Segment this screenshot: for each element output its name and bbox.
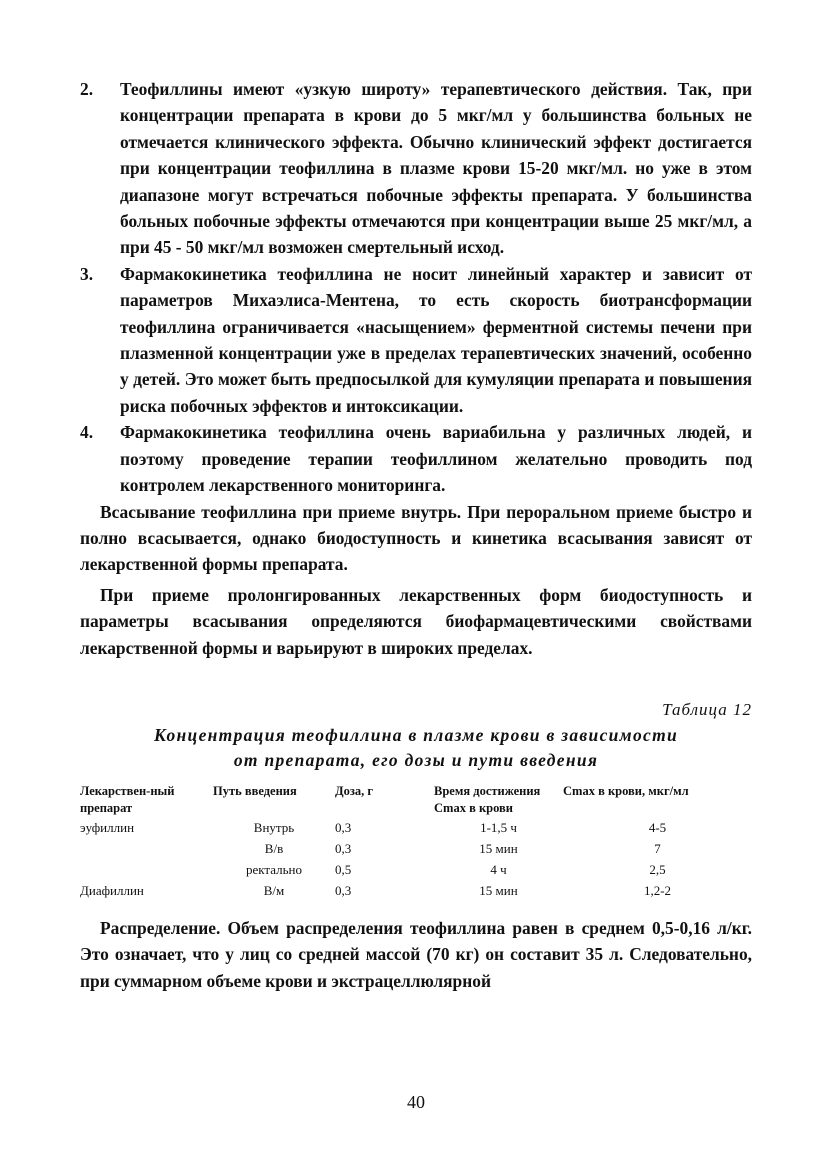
concentration-table (80, 783, 752, 901)
header-dose: Доза, г (335, 783, 374, 798)
cell-dose: 0,3 (335, 840, 352, 856)
cell-cmax: 7 (654, 840, 661, 856)
cell-time: 4 ч (490, 861, 507, 877)
list-item-text: Фармакокинетика теофиллина не носит линейный характер и зависит от параметров Михаэлиса-Ментена, то есть скорость биотрансформации теофиллина ограничивается «насыщением» ферментной системы печени при плазменной концентрации уже в пределах терапевтических значений, особенно у детей. Это может быть предпосылкой для кумуляции препарата и повышения риска побочных эффектов и интоксикации. (120, 263, 752, 416)
header-cmax: Cmax в крови, мкг/мл (563, 783, 689, 798)
header-drug: Лекарствен-ный препарат (80, 783, 175, 815)
cell-route: В/м (263, 882, 285, 898)
list-item-number: 2. (80, 79, 94, 99)
table-header-row (80, 783, 752, 817)
cell-cmax: 4-5 (648, 819, 667, 835)
header-route: Путь введения (213, 783, 297, 798)
list-item-text: Фармакокинетика теофиллина очень вариабильна у различных людей, и поэтому проведение терапии теофиллином желательно проводить под контролем лекарственного мониторинга. (120, 422, 752, 496)
table-row (80, 859, 752, 880)
cell-route: В/в (264, 840, 284, 856)
list-item-number: 3. (80, 263, 94, 284)
cell-drug (80, 859, 213, 880)
prolonged-forms-paragraph: При приеме пролонгированных лекарственных форм биодоступность и параметры всасывания определяются биофармацевтическими свойствами лекарственной формы и варьируют в широких пределах. (80, 584, 752, 658)
list-item-text: Теофиллины имеют «узкую широту» терапевтического действия. Так, при концентрации препарата в крови до 5 мкг/мл у большинства больных не отмечается клинического эффекта. Обычно клинический эффект достигается при концентрации теофиллина в плазме крови 15-20 мкг/мл. но уже в этом диапазоне могут встречаться побочные эффекты препарата. У большинства больных побочные эффекты отмечаются при концентрации выше 25 мкг/мл, а при 45 - 50 мкг/мл возможен смертельный исход. (120, 79, 752, 258)
table-row (80, 817, 752, 838)
cell-dose: 0,3 (335, 819, 352, 835)
cell-cmax: 2,5 (649, 861, 666, 877)
cell-dose: 0,3 (335, 882, 352, 898)
cell-time: 1-1,5 ч (480, 819, 517, 835)
table-row (80, 880, 752, 901)
list-item (80, 261, 752, 419)
page-content (80, 76, 752, 994)
cell-time: 15 мин (479, 882, 518, 898)
cell-drug (80, 838, 213, 859)
header-time: Время достижения Cmax в крови (434, 783, 541, 815)
distribution-paragraph: Распределение. Объем распределения теофиллина равен в среднем 0,5-0,16 л/кг. Это означает, что у лиц со средней массой (70 кг) он составит 35 л. Следовательно, при суммарном объеме крови и экстрацеллюлярной (80, 917, 752, 991)
table-title-line: от препарата, его дозы и пути введения (233, 749, 599, 770)
table-title-line: Концентрация теофиллина в плазме крови в зависимости (153, 724, 679, 745)
cell-cmax: 1,2-2 (643, 882, 672, 898)
cell-route: ректально (245, 861, 302, 877)
absorption-paragraph: Всасывание теофиллина при приеме внутрь. При пероральном приеме быстро и полно всасывается, однако биодоступность и кинетика всасывания зависят от лекарственной формы препарата. (80, 501, 752, 575)
table-title (80, 723, 752, 773)
cell-route: Внутрь (253, 819, 295, 835)
list-item (80, 76, 752, 261)
list-item (80, 419, 752, 498)
cell-drug: эуфиллин (80, 819, 135, 835)
list-item-number: 4. (80, 422, 94, 443)
cell-time: 15 мин (479, 840, 518, 856)
numbered-list (80, 76, 752, 499)
page-number: 40 (407, 1092, 425, 1112)
table-label: Таблица 12 (662, 699, 752, 719)
cell-dose: 0,5 (335, 861, 352, 877)
cell-drug: Диафиллин (80, 882, 144, 898)
table-row (80, 838, 752, 859)
